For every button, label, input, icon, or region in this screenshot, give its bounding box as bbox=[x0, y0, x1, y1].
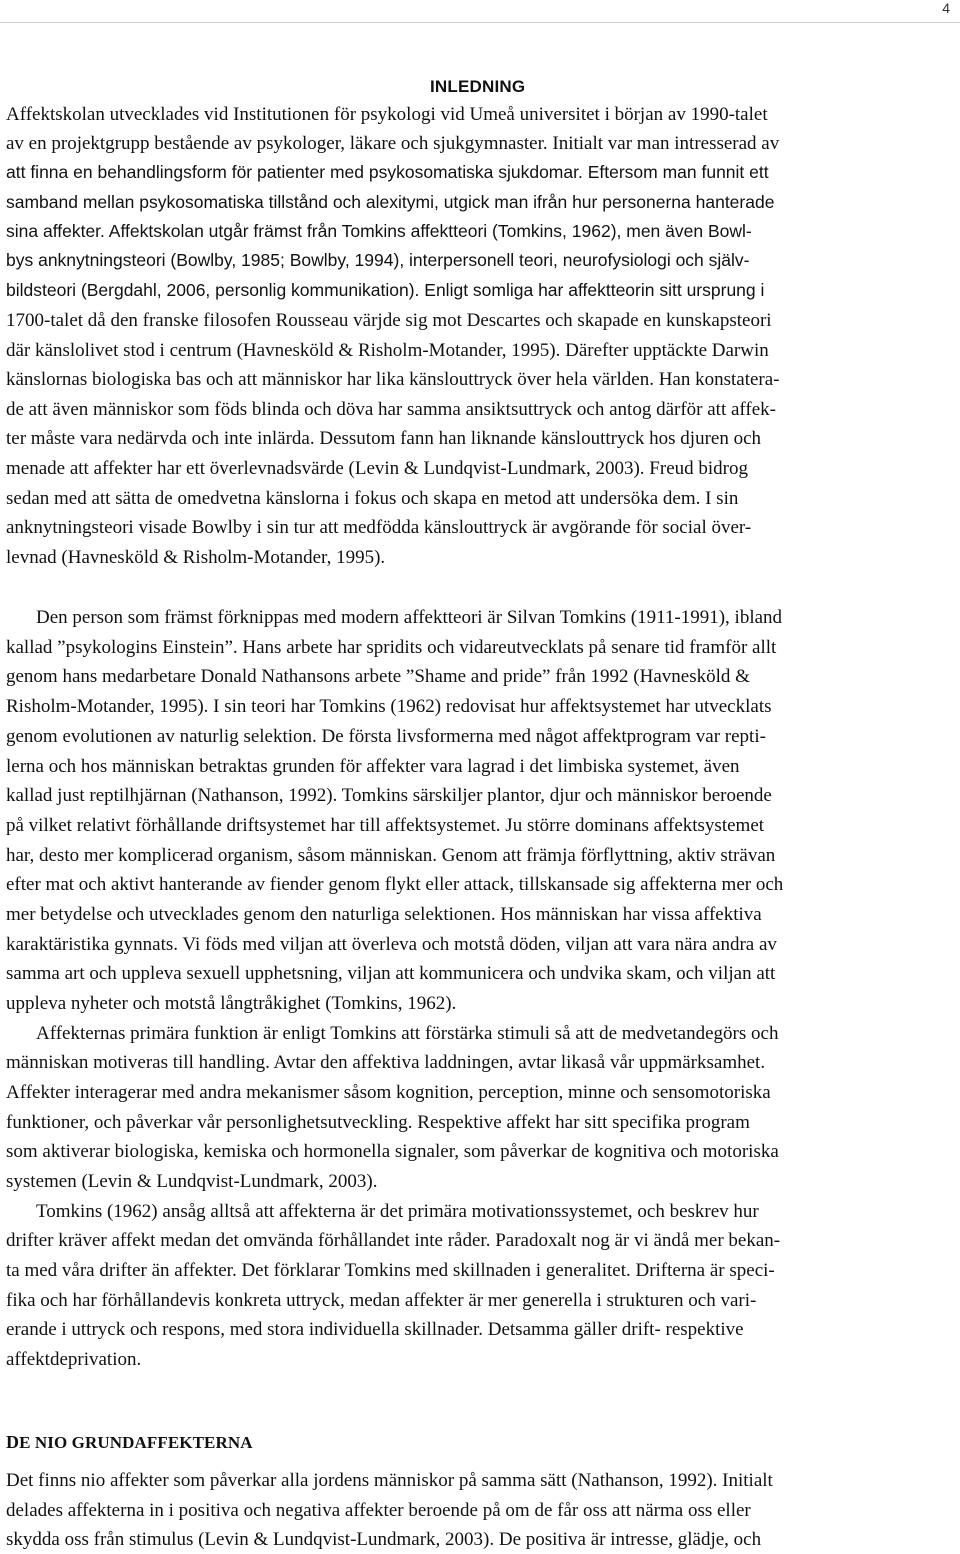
text-line: Affekternas primära funktion är enligt Tomkins att förstärka stimuli så att de medvetandegörs och bbox=[36, 1023, 779, 1044]
text-line: karaktäristika gynnats. Vi föds med viljan att överleva och motstå döden, viljan att vara nära andra av bbox=[6, 934, 777, 955]
text-line: sedan med att sätta de omedvetna känslorna i fokus och skapa en metod att undersöka dem. I sin bbox=[6, 488, 739, 509]
text-line: levnad (Havnesköld & Risholm-Motander, 1995). bbox=[6, 547, 386, 568]
heading-initial: D bbox=[6, 1432, 20, 1452]
text-line: Den person som främst förknippas med modern affektteori är Silvan Tomkins (1911-1991), ibland bbox=[36, 607, 783, 628]
text-line: de att även människor som föds blinda och döva har samma ansiktsuttryck och antog därför att affek- bbox=[6, 399, 776, 420]
text-line: Affektskolan utvecklades vid Institutionen för psykologi vid Umeå universitet i början av 1990-talet bbox=[6, 104, 768, 125]
text-line: Det finns nio affekter som påverkar alla jordens människor på samma sätt (Nathanson, 1992). Initialt bbox=[6, 1470, 773, 1491]
section-heading-nio-grundaffekterna bbox=[6, 1432, 253, 1453]
text-line: sina affekter. Affektskolan utgår främst från Tomkins affektteori (Tomkins, 1962), men även Bowl- bbox=[6, 221, 752, 241]
text-line: drifter kräver affekt medan det omvända förhållandet inte råder. Paradoxalt nog är vi ändå mer bekan- bbox=[6, 1230, 781, 1251]
text-line: har, desto mer komplicerad organism, såsom människan. Genom att främja förflyttning, aktiv strävan bbox=[6, 845, 776, 866]
text-line: systemen (Levin & Lundqvist-Lundmark, 2003). bbox=[6, 1171, 378, 1192]
text-line: menade att affekter har ett överlevnadsvärde (Levin & Lundqvist-Lundmark, 2003). Freud bidrog bbox=[6, 458, 748, 479]
text-line: uppleva nyheter och motstå långtråkighet (Tomkins, 1962). bbox=[6, 993, 457, 1014]
text-line: ter måste vara nedärvda och inte inlärda. Dessutom fann han liknande känslouttryck hos djuren och bbox=[6, 428, 762, 449]
text-line: samband mellan psykosomatiska tillstånd och alexitymi, utgick man ifrån hur personerna hanterade bbox=[6, 192, 775, 212]
text-line: Risholm-Motander, 1995). I sin teori har Tomkins (1962) redovisat hur affektsystemet har utvecklats bbox=[6, 696, 772, 717]
text-line: bys anknytningsteori (Bowlby, 1985; Bowlby, 1994), interpersonell teori, neurofysiologi och själv- bbox=[6, 250, 750, 270]
text-line: bildsteori (Bergdahl, 2006, personlig kommunikation). Enligt somliga har affektteorin sitt ursprung i bbox=[6, 280, 765, 300]
text-line: funktioner, och påverkar vår personlighetsutveckling. Respektive affekt har sitt specifika program bbox=[6, 1112, 750, 1133]
text-line: delades affekterna in i positiva och negativa affekter beroende på om de får oss att närma oss eller bbox=[6, 1500, 751, 1521]
text-line: fika och har förhållandevis konkreta uttryck, medan affekter är mer generella i strukturen och vari- bbox=[6, 1290, 757, 1311]
text-line: lerna och hos människan betraktas grunden för affekter vara lagrad i det limbiska systemet, även bbox=[6, 756, 740, 777]
text-line: kallad just reptilhjärnan (Nathanson, 1992). Tomkins särskiljer plantor, djur och människor beroende bbox=[6, 785, 772, 806]
text-line: där känslolivet stod i centrum (Havnesköld & Risholm-Motander, 1995). Därefter upptäckte Darwin bbox=[6, 340, 769, 361]
text-line: affektdeprivation. bbox=[6, 1349, 142, 1370]
text-line: mer betydelse och utvecklades genom den naturliga selektionen. Hos människan har vissa affektiva bbox=[6, 904, 762, 925]
text-line: genom hans medarbetare Donald Nathansons arbete ”Shame and pride” från 1992 (Havnesköld & bbox=[6, 666, 750, 687]
text-line: som aktiverar biologiska, kemiska och hormonella signaler, som påverkar de kognitiva och motoriska bbox=[6, 1141, 779, 1162]
text-line: skydda oss från stimulus (Levin & Lundqvist-Lundmark, 2003). De positiva är intresse, glädje, och bbox=[6, 1529, 762, 1550]
section-heading-inledning: INLEDNING bbox=[430, 77, 526, 96]
text-line: efter mat och aktivt hanterande av fiender genom flykt eller attack, tillskansade sig affekterna mer och bbox=[6, 874, 784, 895]
page-top-rule bbox=[0, 22, 960, 23]
text-line: känslornas biologiska bas och att människor har lika känslouttryck över hela världen. Han konstatera- bbox=[6, 369, 780, 390]
text-line: 1700-talet då den franske filosofen Rousseau värjde sig mot Descartes och skapade en kunskapsteori bbox=[6, 310, 772, 331]
text-line: kallad ”psykologins Einstein”. Hans arbete har spridits och vidareutvecklats på senare tid framför allt bbox=[6, 637, 777, 658]
heading-rest: E NIO GRUNDAFFEKTERNA bbox=[19, 1433, 253, 1452]
text-line: Affekter interagerar med andra mekanismer såsom kognition, perception, minne och sensomotoriska bbox=[6, 1082, 771, 1103]
text-line: samma art och uppleva sexuell upphetsning, viljan att kommunicera och undvika skam, och viljan att bbox=[6, 963, 776, 984]
text-line: genom evolutionen av naturlig selektion. De första livsformerna med något affektprogram var repti- bbox=[6, 726, 766, 747]
text-line: människan motiveras till handling. Avtar den affektiva laddningen, avtar likaså vår uppmärksamhet. bbox=[6, 1052, 766, 1073]
text-line: ta med våra drifter än affekter. Det förklarar Tomkins med skillnaden i generalitet. Drifterna är speci- bbox=[6, 1260, 775, 1281]
page-number: 4 bbox=[942, 0, 950, 16]
text-line: av en projektgrupp bestående av psykologer, läkare och sjukgymnaster. Initialt var man intresserad av bbox=[6, 133, 780, 154]
text-line: att finna en behandlingsform för patienter med psykosomatiska sjukdomar. Eftersom man funnit ett bbox=[6, 162, 769, 182]
text-line: erande i uttryck och respons, med stora individuella skillnader. Detsamma gäller drift- respektive bbox=[6, 1319, 744, 1340]
text-line: Tomkins (1962) ansåg alltså att affekterna är det primära motivationssystemet, och beskrev hur bbox=[36, 1201, 759, 1222]
text-line: anknytningsteori visade Bowlby i sin tur att medfödda känslouttryck är avgörande för social över- bbox=[6, 517, 752, 538]
text-line: på vilket relativt förhållande driftsystemet har till affektsystemet. Ju större dominans affektsystemet bbox=[6, 815, 765, 836]
